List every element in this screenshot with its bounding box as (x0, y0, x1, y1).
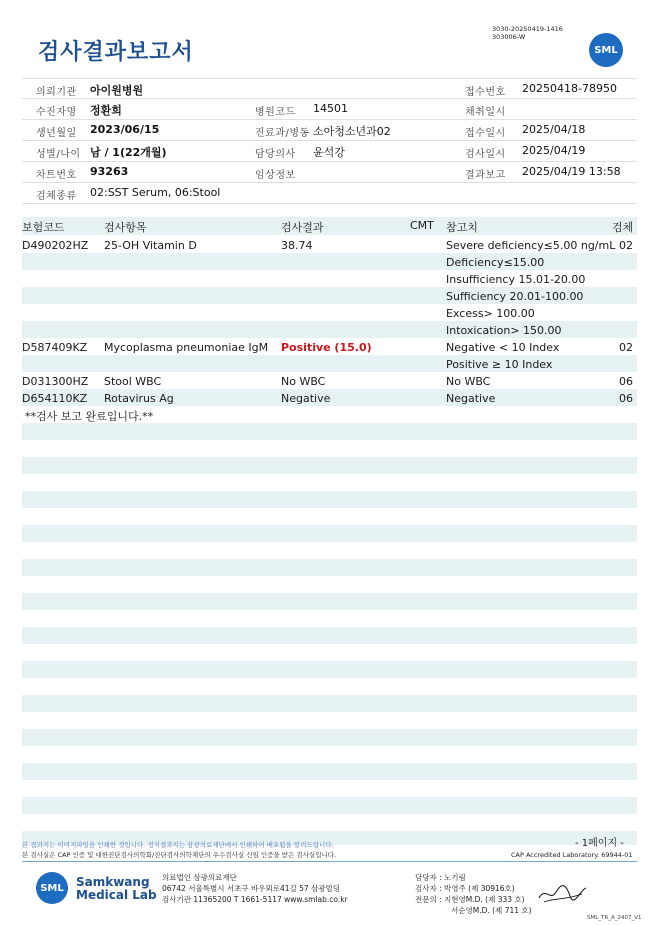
footer-disclaimer: 본 결과지는 이미지파일을 인쇄한 것입니다. 정식결과지는 삼광의료재단에서 인쇄하여 배포됨을 알려드립니다. (22, 841, 334, 849)
reference-range: Deficiency≤15.00 (446, 256, 545, 269)
reference-range: Sufficiency 20.01-100.00 (446, 290, 584, 303)
info-row-patient: 수진자명 정환희 병원코드 14501 채취일시 (22, 99, 637, 120)
test-date-value: 2025/04/19 (522, 144, 586, 157)
specimen-code: 06 (619, 375, 633, 388)
reference-range: Insufficiency 15.01-20.00 (446, 273, 586, 286)
reference-range: No WBC (446, 375, 491, 388)
reference-range: Severe deficiency≤5.00 ng/mL (446, 239, 616, 252)
info-row-institution: 의뢰기관 아이원병원 접수번호 20250418-78950 (22, 78, 637, 99)
receipt-date-value: 2025/04/18 (522, 123, 586, 136)
chart-value: 93263 (90, 165, 129, 178)
signature-icon (536, 880, 588, 906)
insurance-code: D587409KZ (22, 341, 88, 354)
reference-range: Intoxication> 150.00 (446, 324, 562, 337)
patient-value: 정환희 (90, 104, 122, 117)
dept-value: 소아청소년과02 (313, 125, 391, 138)
doctor-value: 윤석강 (313, 146, 345, 159)
document-code: 3030-20250419-1416 303006-W (492, 25, 563, 41)
specimen-value: 02:SST Serum, 06:Stool (90, 186, 221, 199)
form-code: SML_TR_A_2407_V1 (587, 915, 642, 921)
sml-logo: SML (589, 33, 623, 67)
info-row-birth: 생년월일 2023/06/15 진료과/병동 소아청소년과02 접수일시 2025/04/18 (22, 120, 637, 141)
insurance-code: D031300HZ (22, 375, 89, 388)
insurance-code: D490202HZ (22, 239, 89, 252)
info-row-chart: 차트번호 93263 임상정보 결과보고 2025/04/19 13:58 (22, 162, 637, 183)
sex-age-value: 남 / 1(22개월) (90, 146, 167, 159)
institution-value: 아이원병원 (90, 84, 144, 97)
footer-divider (22, 861, 637, 862)
test-result: 38.74 (281, 239, 313, 252)
receipt-no-value: 20250418-78950 (522, 82, 617, 95)
test-result: Negative (281, 392, 331, 405)
birth-value: 2023/06/15 (90, 123, 160, 136)
info-row-sex-age: 성별/나이 남 / 1(22개월) 담당의사 윤석강 검사일시 2025/04/19 (22, 141, 637, 162)
results-header: 보험코드 검사항목 검사결과 CMT 참고치 검체 (22, 217, 637, 235)
report-date-value: 2025/04/19 13:58 (522, 165, 621, 178)
page-number: - 1페이지 - (575, 838, 624, 849)
specimen-code: 06 (619, 392, 633, 405)
reference-range: Negative < 10 Index (446, 341, 560, 354)
test-item: 25-OH Vitamin D (104, 239, 197, 252)
lab-address: 의료법인 삼광의료재단 06742 서울특별시 서초구 바우뫼로41길 57 삼광빌딩 검사기관 11365200 T 1661-5117 www.smlab.co.kr (162, 873, 348, 904)
hospital-code-value: 14501 (313, 102, 348, 115)
info-row-specimen: 검체종류 02:SST Serum, 06:Stool (22, 183, 637, 204)
test-item: Rotavirus Ag (104, 392, 174, 405)
cap-accreditation: CAP Accredited Laboratory. 69944-01 (511, 851, 633, 859)
insurance-code: D654110KZ (22, 392, 88, 405)
specimen-code: 02 (619, 239, 633, 252)
reference-range: Excess> 100.00 (446, 307, 535, 320)
test-item: Stool WBC (104, 375, 162, 388)
staff-list: 담당자 : 노기림 검사자 : 박영주 (제 30916호) 전문의 : 지현영M.D. (제 333 호) 서순영M.D. (제 711 호) (415, 873, 532, 915)
footer-accreditation: 본 검사실은 CAP 인증 및 대한진단검사의학회/진단검사의학재단의 우수검사실 신임 인증을 받은 검사실입니다. (22, 851, 337, 859)
reference-range: Positive ≥ 10 Index (446, 358, 553, 371)
report-complete-note: **검사 보고 완료입니다.** (25, 410, 154, 423)
page-title: 검사결과보고서 (38, 40, 194, 65)
lab-name: Samkwang Medical Lab (76, 875, 157, 902)
sml-footer-logo: SML (36, 872, 68, 904)
test-result: No WBC (281, 375, 326, 388)
test-result-positive: Positive (15.0) (281, 341, 372, 354)
reference-range: Negative (446, 392, 496, 405)
specimen-code: 02 (619, 341, 633, 354)
test-item: Mycoplasma pneumoniae IgM (104, 341, 269, 354)
